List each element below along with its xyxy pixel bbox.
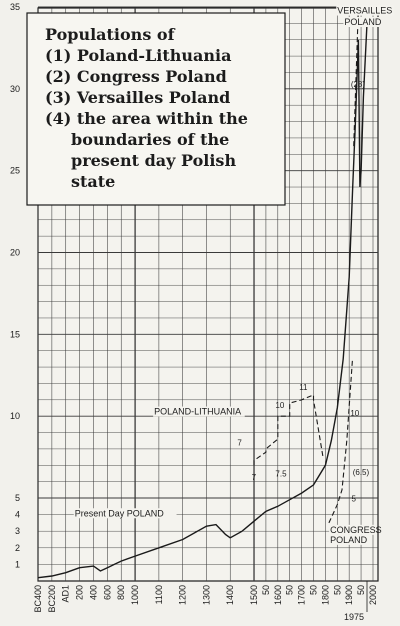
x-tick-label: 1400 — [225, 585, 236, 606]
annotation: 7 — [237, 438, 242, 448]
x-tick-label: 600 — [102, 585, 113, 601]
x-tick-label: 1300 — [201, 585, 212, 606]
annotation: (6.5) — [352, 468, 370, 478]
x-tick-label: 50 — [308, 585, 319, 596]
title-line: (2) Congress Poland — [45, 67, 227, 86]
y-tick-label: 2 — [14, 542, 20, 553]
annotation: 5 — [351, 494, 356, 504]
y-tick-label: 5 — [14, 493, 20, 503]
x-tick-label: BC200 — [46, 585, 57, 613]
annotation: CONGRESS — [330, 524, 382, 535]
annotation: VERSAILLES — [337, 5, 393, 16]
annotation: POLAND — [330, 534, 368, 545]
title-line: boundaries of the — [71, 130, 230, 149]
x-tick-label: AD1 — [60, 585, 71, 603]
x-tick-label: 50 — [356, 585, 367, 596]
y-tick-label: 4 — [14, 509, 20, 520]
x-tick-label: 1800 — [320, 585, 331, 606]
annotation: 10 — [350, 409, 360, 419]
chart-title-box — [27, 13, 285, 205]
title-line: present day Polish — [71, 151, 237, 170]
title-line: state — [71, 172, 116, 191]
y-tick-label: 30 — [9, 83, 20, 94]
x-tick-label: 1900 — [344, 585, 355, 606]
y-tick-label: 15 — [9, 329, 20, 340]
y-tick-label: 25 — [9, 165, 20, 176]
x-tick-label: 50 — [284, 585, 295, 596]
annotation: 7 — [251, 472, 257, 482]
annotation: 7.5 — [275, 469, 287, 479]
y-tick-label: 35 — [9, 2, 20, 12]
x-tick-label: 1200 — [177, 585, 188, 606]
x-tick-label: 2000 — [368, 585, 378, 606]
annotation: Present Day POLAND — [74, 508, 164, 519]
annotation: POLAND — [344, 17, 382, 28]
x-tick-label: 200 — [74, 585, 85, 601]
x-tick-label: 1100 — [153, 585, 164, 605]
annotation: 10 — [275, 400, 285, 410]
annotation: POLAND-LITHUANIA — [154, 406, 242, 417]
x-tick-label: 800 — [116, 585, 127, 601]
x-tick-label: 50 — [332, 585, 343, 596]
x-tick-label: BC400 — [33, 585, 43, 613]
y-tick-label: 1 — [14, 559, 20, 570]
y-tick-label: 20 — [9, 247, 20, 258]
x-tick-label: 1600 — [272, 585, 283, 606]
x-tick-label: 400 — [88, 585, 99, 601]
title-line: (4) the area within the — [45, 109, 248, 128]
title-line: (3) Versailles Poland — [45, 88, 231, 107]
y-tick-label: 3 — [14, 526, 20, 537]
title-line: Populations of — [45, 25, 175, 44]
x-tick-label: 1700 — [296, 585, 307, 606]
annotation: (28) — [350, 80, 366, 90]
x-tick-label: 1500 — [249, 585, 260, 606]
x-tick-label-1975: 1975 — [343, 612, 364, 622]
x-tick-label: 1000 — [130, 585, 141, 606]
title-line: (1) Poland-Lithuania — [45, 46, 232, 65]
y-tick-label: 10 — [9, 411, 20, 422]
annotation: 11 — [299, 382, 308, 392]
x-tick-label: 50 — [260, 585, 271, 596]
